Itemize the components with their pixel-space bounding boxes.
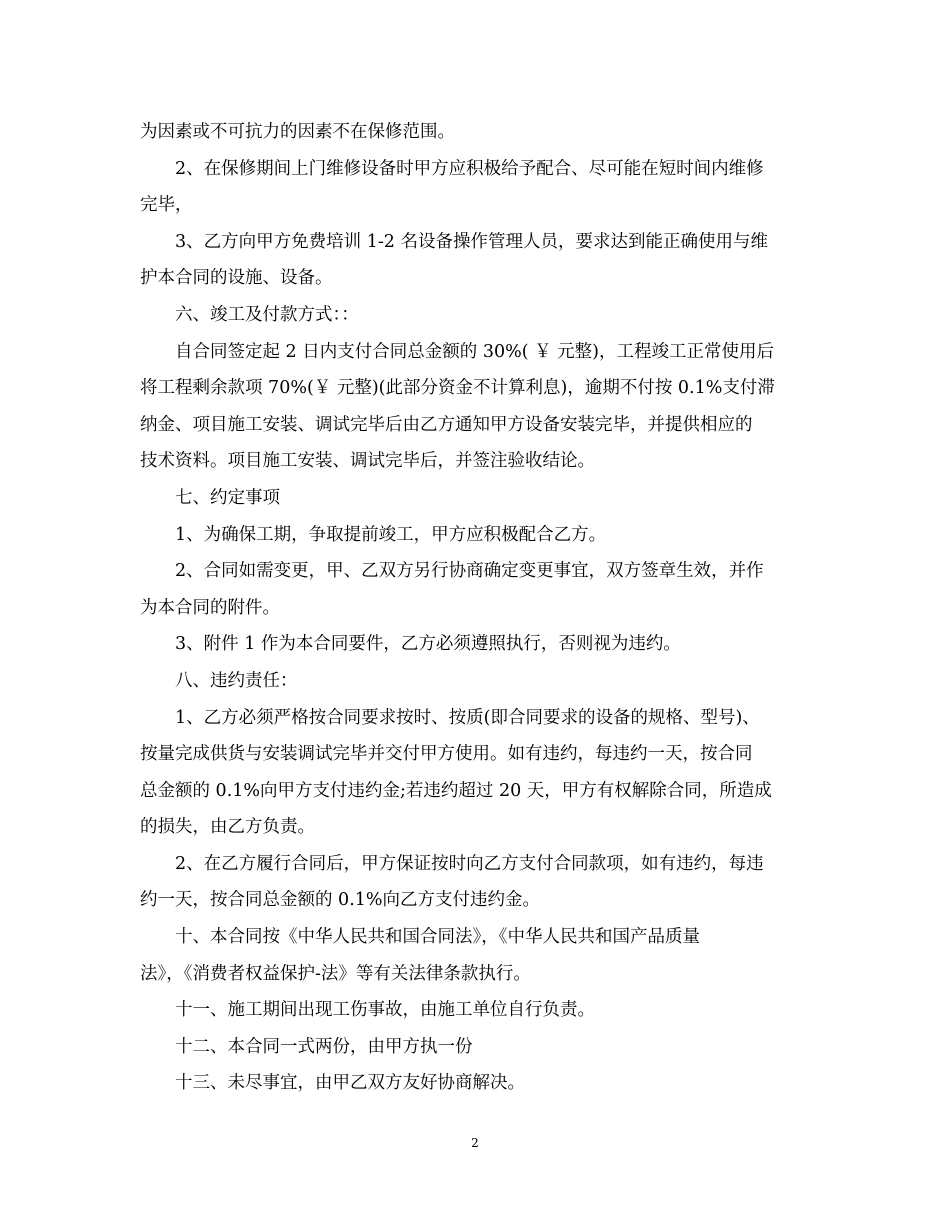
text-line: 1、为确保工期，争取提前竣工，甲方应积极配合乙方。: [175, 524, 607, 545]
text-line: 3、附件 1 作为本合同要件，乙方必须遵照执行，否则视为违约。: [175, 634, 681, 655]
text-line: 自合同签定起 2 日内支付合同总金额的 30%( ￥ 元整)，工程竣工正常使用后: [175, 341, 774, 362]
text-line: 1、乙方必须严格按合同要求按时、按质(即合同要求的设备的规格、型号)、: [175, 707, 760, 728]
text-line: 的损失，由乙方负责。: [140, 817, 315, 838]
text-line: 约一天，按合同总金额的 0.1%向乙方支付违约金。: [140, 890, 541, 911]
text-line: 2、在保修期间上门维修设备时甲方应积极给予配合、尽可能在短时间内维修: [175, 158, 764, 179]
page-number: 2: [471, 1136, 479, 1150]
text-line: 法》，《消费者权益保护-法》等有关法律条款执行。: [140, 963, 531, 984]
text-line: 完毕，: [140, 195, 193, 216]
text-line: 十二、本合同一式两份，由甲方执一份: [175, 1036, 473, 1057]
text-line: 按量完成供货与安装调试完毕并交付甲方使用。如有违约，每违约一天，按合同: [140, 744, 753, 765]
section-heading: 六、竣工及付款方式：：: [175, 304, 359, 325]
text-line: 为因素或不可抗力的因素不在保修范围。: [140, 122, 455, 142]
text-line: 为本合同的附件。: [140, 597, 280, 618]
text-line: 十一、施工期间出现工伤事故，由施工单位自行负责。: [175, 1000, 595, 1021]
text-line: 2、在乙方履行合同后，甲方保证按时向乙方支付合同款项，如有违约，每违: [175, 853, 764, 874]
text-line: 3、乙方向甲方免费培训 1-2 名设备操作管理人员，要求达到能正确使用与维: [175, 231, 768, 252]
text-line: 纳金、项目施工安装、调试完毕后由乙方通知甲方设备安装完毕，并提供相应的: [140, 414, 753, 435]
section-heading: 七、约定事项: [175, 487, 280, 508]
text-line: 护本合同的设施、设备。: [140, 268, 333, 289]
document-body: [140, 114, 820, 1102]
text-line: 2、合同如需变更，甲、乙双方另行协商确定变更事宜，双方签章生效，并作: [175, 561, 764, 582]
text-line: 技术资料。项目施工安装、调试完毕后，并签注验收结论。: [140, 451, 595, 472]
text-line: 将工程剩余款项 70%(￥ 元整)(此部分资金不计算利息)，逾期不付按 0.1%支付滞: [140, 378, 775, 399]
text-line: 总金额的 0.1%向甲方支付违约金;若违约超过 20 天，甲方有权解除合同，所造成: [140, 780, 772, 801]
text-line: 十三、未尽事宜，由甲乙双方友好协商解决。: [175, 1073, 525, 1094]
section-heading: 八、违约责任：: [175, 670, 298, 691]
text-line: 十、本合同按《中华人民共和国合同法》，《中华人民共和国产品质量: [175, 927, 700, 948]
